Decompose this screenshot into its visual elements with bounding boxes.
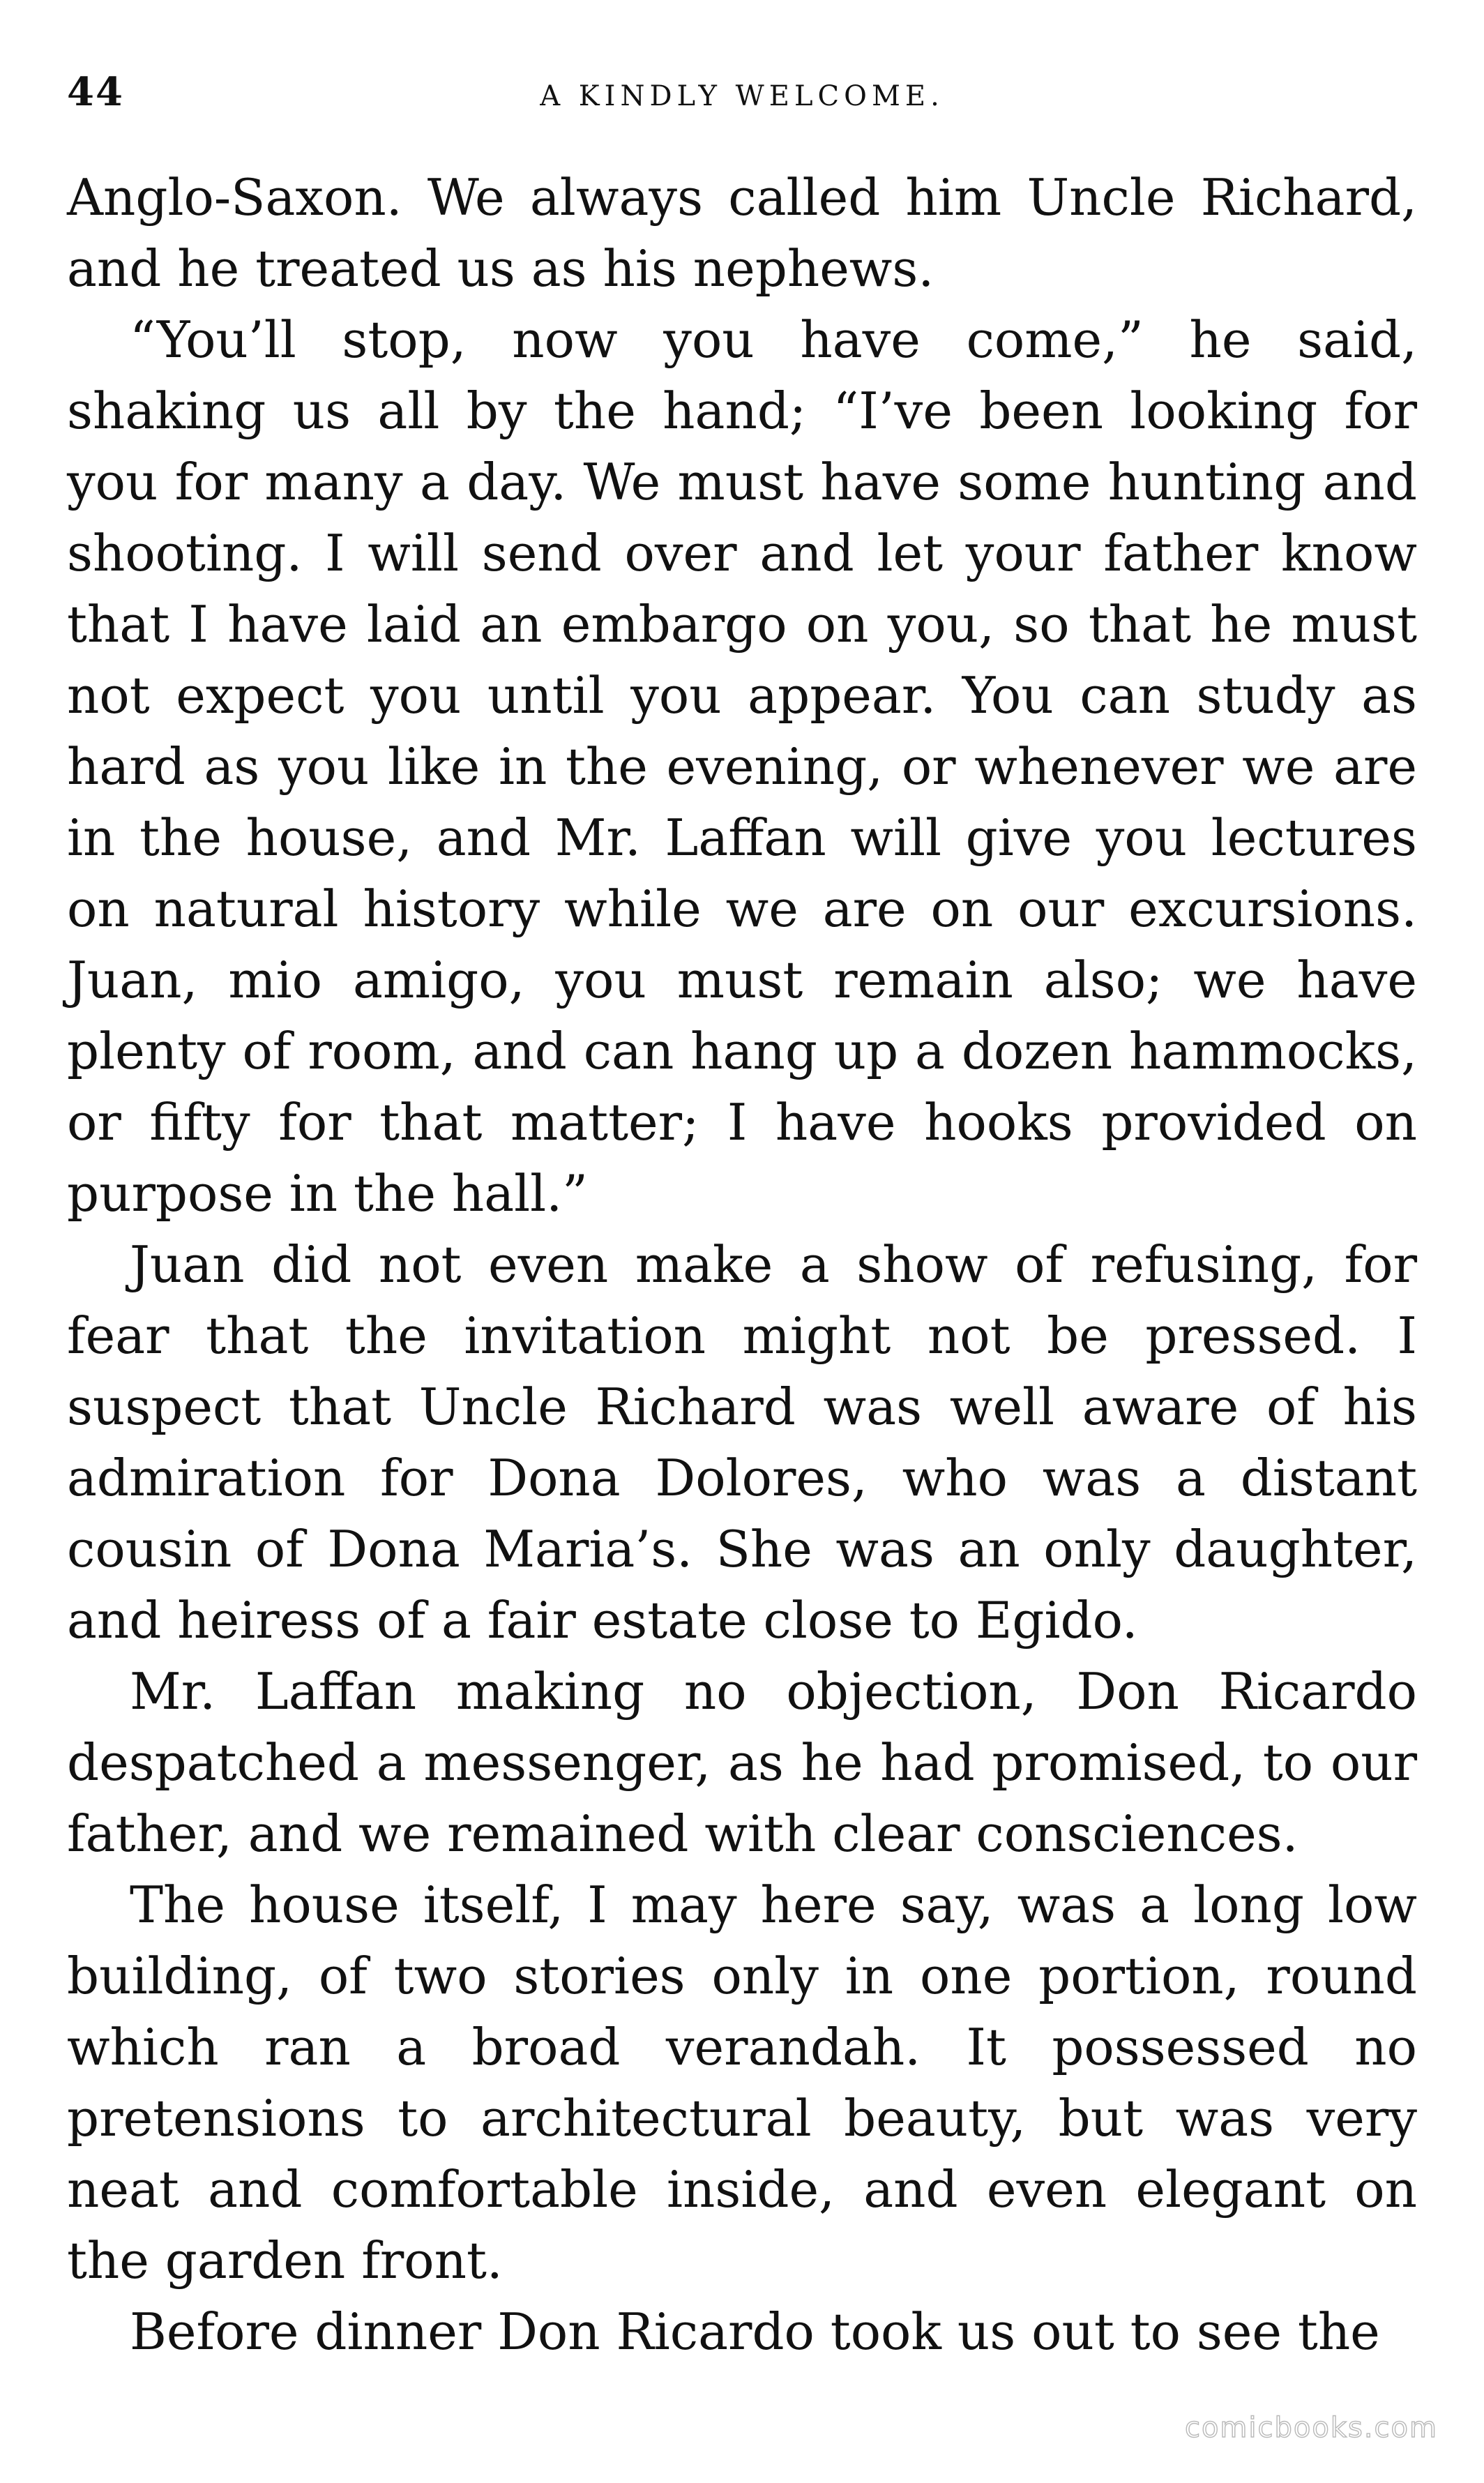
page-header (67, 64, 1417, 120)
paragraph-before-dinner: Before dinner Don Ricardo took us out to see the (130, 2302, 1380, 2361)
running-title: A KINDLY WELCOME. (540, 80, 944, 112)
paragraph-continued: Anglo-Saxon. We always called him Uncle Richard, and he treated us as his nephews. (67, 168, 1417, 298)
book-page (67, 0, 1417, 2483)
site-watermark: comicbooks.com (1184, 2412, 1438, 2444)
paragraph-house-description: The house itself, I may here say, was a long low building, of two stories only in one portion, round which ran a broad verandah. It possessed no pretensions to architectural beauty, but was very neat and comfortable inside, and even elegant on the garden front. (67, 1876, 1417, 2290)
page-number: 44 (67, 69, 124, 115)
paragraph-uncle-richard-speech: “You’ll stop, now you have come,” he said, shaking us all by the hand; “I’ve been looking for you for many a day. We must have some hunting and shooting. I will send over and let your father know that I have laid an embargo on you, so that he must not expect you until you appear. You can study as hard as you like in the evening, or whenever we are in the house, and Mr. Laffan will give you lectures on natural history while we are on our excursions. Juan, mio amigo, you must remain also; we have plenty of room, and can hang up a dozen hammocks, or fifty for that matter; I have hooks provided on purpose in the hall.” (67, 310, 1417, 1223)
paragraph-juan-refusing: Juan did not even make a show of refusing, for fear that the invitation might not be pressed. I suspect that Uncle Richard was well aware of his admiration for Dona Dolores, who was a distant cousin of Dona Maria’s. She was an only daughter, and heiress of a fair estate close to Egido. (67, 1235, 1417, 1650)
body-text (67, 162, 1417, 2367)
paragraph-messenger: Mr. Laffan making no objection, Don Ricardo despatched a messenger, as he had promised, to our father, and we remained with clear consciences. (67, 1662, 1417, 1863)
